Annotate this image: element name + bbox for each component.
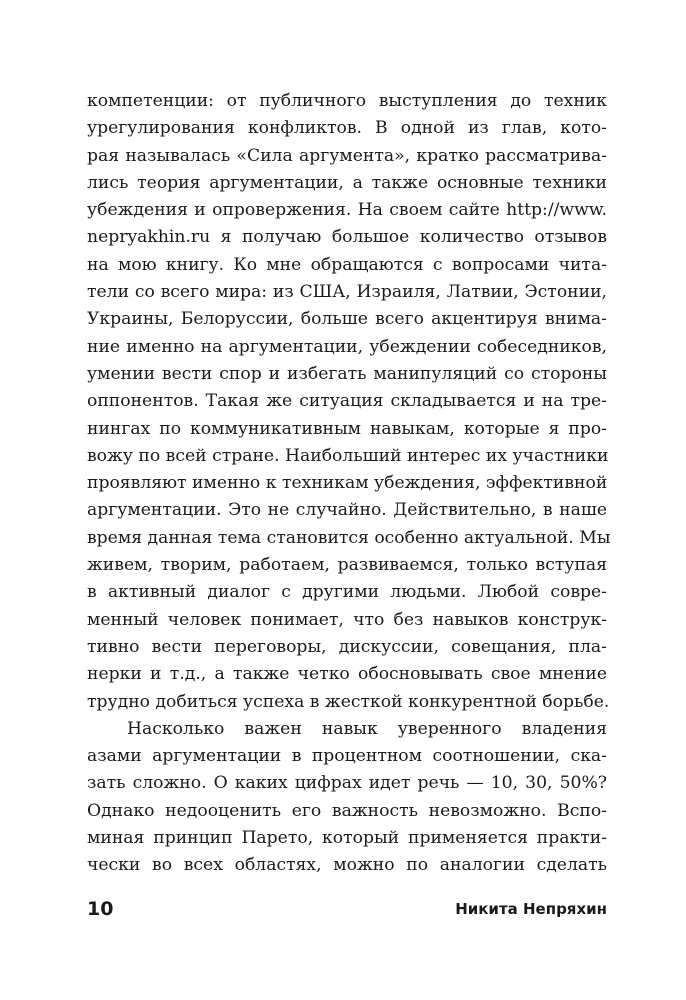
author-name: Никита Непряхин bbox=[455, 900, 607, 918]
body-text bbox=[87, 88, 611, 880]
paragraph-start-line: Насколько важен навык уверенного владения bbox=[127, 718, 607, 739]
text-line: убеждения и опровержения. На своем сайте http://www. bbox=[87, 200, 607, 221]
text-line: лись теория аргументации, а также основные техники bbox=[87, 172, 607, 193]
text-line: тели со всего мира: из США, Израиля, Латвии, Эстонии, bbox=[87, 282, 607, 303]
text-line: умении вести спор и избегать манипуляций со стороны bbox=[87, 363, 607, 384]
text-line: рая называлась «Сила аргумента», кратко рассматрива- bbox=[87, 145, 607, 166]
text-line: время данная тема становится особенно актуальной. Мы bbox=[87, 527, 611, 548]
text-line: зать сложно. О каких цифрах идет речь — 10, 30, 50%? bbox=[87, 773, 607, 794]
text-line: азами аргументации в процентном соотношении, ска- bbox=[87, 746, 607, 767]
text-line: Однако недооценить его важность невозможно. Вспо- bbox=[87, 800, 607, 821]
text-line: в активный диалог с другими людьми. Любой совре- bbox=[87, 582, 607, 603]
text-line: проявляют именно к техникам убеждения, эффективной bbox=[87, 473, 608, 494]
text-line: на мою книгу. Ко мне обращаются с вопросами чита- bbox=[87, 254, 607, 275]
text-line: аргументации. Это не случайно. Действительно, в наше bbox=[87, 500, 607, 521]
page-number: 10 bbox=[87, 898, 114, 920]
text-line: менный человек понимает, что без навыков конструк- bbox=[87, 609, 607, 630]
text-line: вожу по всей стране. Наибольший интерес их участники bbox=[87, 445, 609, 466]
text-line: Украины, Белоруссии, больше всего акцентируя внима- bbox=[87, 309, 607, 330]
text-line: ние именно на аргументации, убеждении собеседников, bbox=[87, 336, 607, 357]
text-line: нингах по коммуникативным навыкам, которые я про- bbox=[87, 418, 607, 439]
text-line: nepryakhin.ru я получаю большое количество отзывов bbox=[87, 227, 607, 248]
text-line: компетенции: от публичного выступления до техник bbox=[87, 91, 607, 111]
text-line: тивно вести переговоры, дискуссии, совещания, пла- bbox=[87, 636, 607, 657]
text-line: миная принцип Парето, который применяется практи- bbox=[87, 828, 607, 849]
text-line: урегулирования конфликтов. В одной из глав, кото- bbox=[87, 118, 607, 139]
text-line: живем, творим, работаем, развиваемся, только вступая bbox=[87, 555, 607, 576]
text-line: нерки и т.д., а также четко обосновывать свое мнение bbox=[87, 664, 607, 685]
text-line: трудно добиться успеха в жесткой конкурентной борьбе. bbox=[87, 691, 610, 712]
text-line: оппонентов. Такая же ситуация складывается и на тре- bbox=[87, 391, 607, 412]
text-line: чески во всех областях, можно по аналогии сделать bbox=[87, 855, 607, 876]
